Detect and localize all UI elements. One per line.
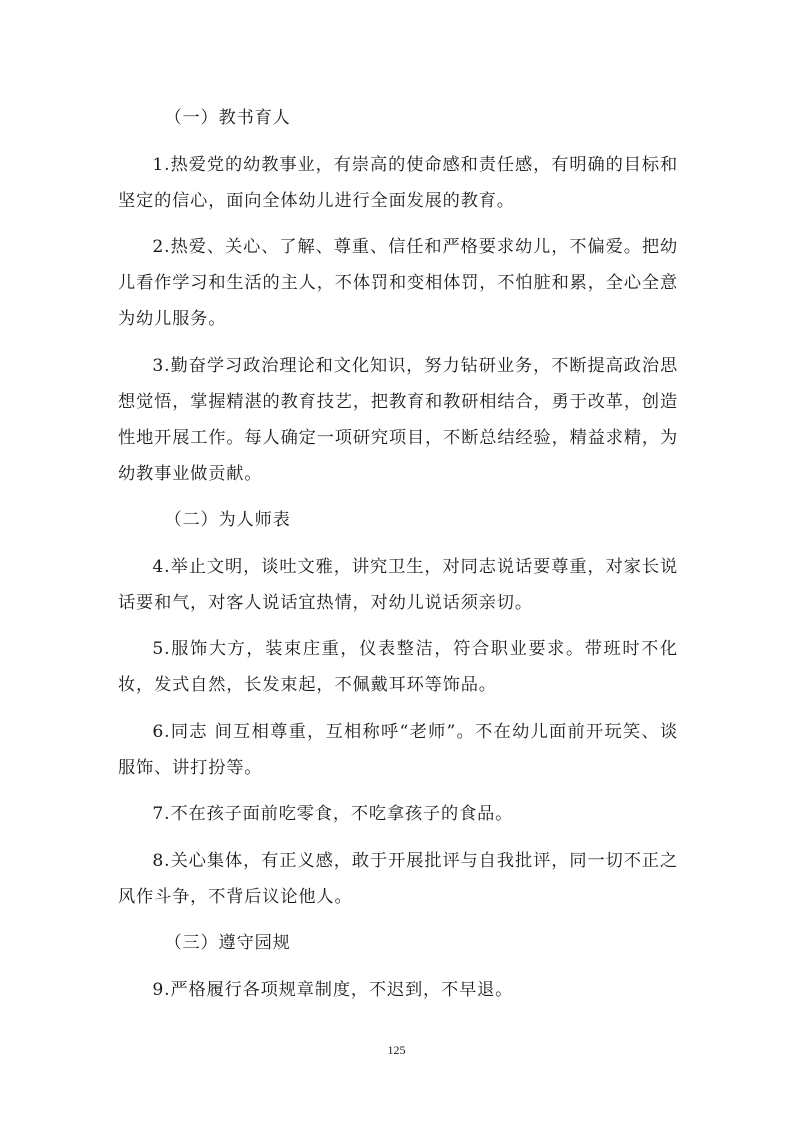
page-number: 125 bbox=[387, 1043, 406, 1057]
paragraph-5: 5.服饰大方，装束庄重，仪表整洁，符合职业要求。带班时不化妆，发式自然，长发束起，不佩戴耳环等饰品。 bbox=[118, 639, 678, 695]
paragraph-8: 8.关心集体，有正义感，敢于开展批评与自我批评，同一切不正之风作斗争，不背后议论他人。 bbox=[118, 850, 678, 907]
section-heading-3: （三）遵守园规 bbox=[164, 933, 291, 953]
section-heading-1: （一）教书育人 bbox=[164, 108, 291, 128]
paragraph-2: 2.热爱、关心、了解、尊重、信任和严格要求幼儿，不偏爱。把幼儿看作学习和生活的主人，不体罚和变相体罚，不怕脏和累，全心全意为幼儿服务。 bbox=[118, 237, 678, 329]
section-heading-2: （二）为人师表 bbox=[164, 510, 291, 530]
paragraph-9: 9.严格履行各项规章制度，不迟到，不早退。 bbox=[152, 979, 514, 1000]
paragraph-6: 6.同志 间互相尊重，互相称呼“老师”。不在幼儿面前开玩笑、谈服饰、讲打扮等。 bbox=[118, 721, 678, 778]
paragraph-4: 4.举止文明，谈吐文雅，讲究卫生，对同志说话要尊重，对家长说话要和气，对客人说话宜热情，对幼儿说话须亲切。 bbox=[118, 556, 678, 613]
document-body bbox=[118, 100, 678, 1018]
paragraph-1: 1.热爱党的幼教事业，有崇高的使命感和责任感，有明确的目标和坚定的信心，面向全体幼儿进行全面发展的教育。 bbox=[118, 154, 678, 211]
paragraph-3: 3.勤奋学习政治理论和文化知识，努力钻研业务，不断提高政治思想觉悟，掌握精湛的教育技艺，把教育和教研相结合，勇于改革，创造性地开展工作。每人确定一项研究项目，不断总结经验，精益求精，为幼教事业做贡献。 bbox=[118, 355, 678, 484]
paragraph-7: 7.不在孩子面前吃零食，不吃拿孩子的食品。 bbox=[152, 804, 514, 824]
